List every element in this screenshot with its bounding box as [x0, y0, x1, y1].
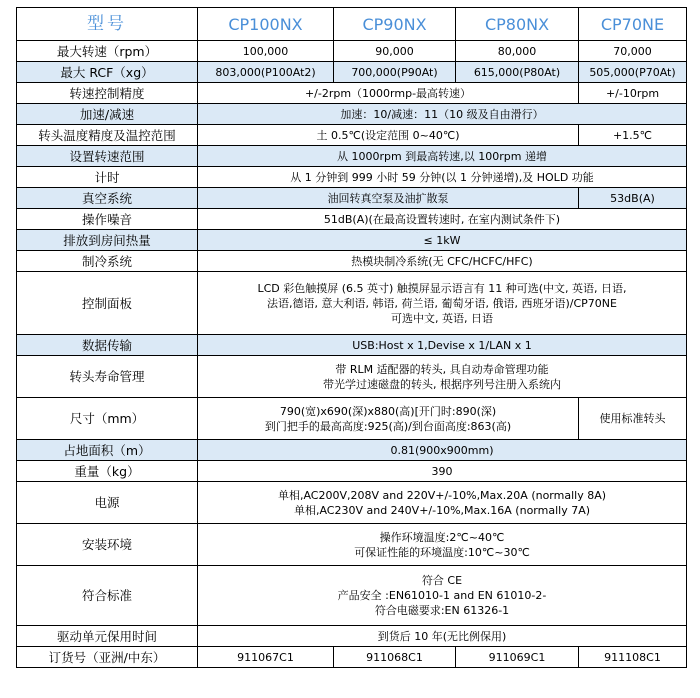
row-label: 操作噪音 — [17, 209, 198, 230]
cell-value: +/-10rpm — [579, 83, 687, 104]
cell-value: 911067C1 — [198, 647, 334, 668]
row-temp — [17, 125, 687, 146]
cell-value: 从 1000rpm 到最高转速,以 100rpm 递增 — [198, 146, 687, 167]
row-label: 转头寿命管理 — [17, 356, 198, 398]
cell-value: 0.81(900x900mm) — [198, 440, 687, 461]
text-line: 产品安全 :EN61010-1 and EN 61010-2- — [337, 589, 547, 602]
row-label: 转头温度精度及温控范围 — [17, 125, 198, 146]
cell-value — [198, 272, 687, 335]
text-line: 符合电磁要求:EN 61326-1 — [374, 604, 510, 617]
cell-value: 90,000 — [334, 41, 456, 62]
row-set-speed — [17, 146, 687, 167]
cell-value: 911068C1 — [334, 647, 456, 668]
row-label: 转速控制精度 — [17, 83, 198, 104]
row-label: 驱动单元保用时间 — [17, 626, 198, 647]
row-label: 最大转速（rpm） — [17, 41, 198, 62]
row-weight — [17, 461, 687, 482]
header-row — [17, 8, 687, 41]
row-standards — [17, 566, 687, 626]
model-name: CP90NX — [334, 8, 456, 41]
row-cooling — [17, 251, 687, 272]
cell-value: 700,000(P90At) — [334, 62, 456, 83]
text-line: 到门把手的最高高度:925(高)/到台面高度:863(高) — [264, 419, 512, 433]
cell-value: 热模块制冷系统(无 CFC/HCFC/HFC) — [198, 251, 687, 272]
model-name: CP70NE — [579, 8, 687, 41]
row-power — [17, 482, 687, 524]
text-line: 可保证性能的环境温度:10℃~30℃ — [354, 545, 530, 559]
text-line: 符合 CE — [421, 574, 463, 587]
row-accel — [17, 104, 687, 125]
row-label: 加速/减速 — [17, 104, 198, 125]
cell-value — [198, 524, 687, 566]
row-label: 数据传输 — [17, 335, 198, 356]
row-warranty — [17, 626, 687, 647]
cell-value: 51dB(A)(在最高设置转速时, 在室内测试条件下) — [198, 209, 687, 230]
cell-value: 使用标准转头 — [579, 398, 687, 440]
row-label: 尺寸（mm） — [17, 398, 198, 440]
cell-value — [198, 482, 687, 524]
text-line: 可选中文, 英语, 日语 — [391, 311, 493, 325]
row-speed-precision — [17, 83, 687, 104]
row-heat — [17, 230, 687, 251]
cell-value: USB:Host x 1,Devise x 1/LAN x 1 — [198, 335, 687, 356]
cell-value: +/-2rpm（1000rmp-最高转速） — [198, 83, 579, 104]
text-line: 单相,AC230V and 240V+/-10%,Max.16A (normally 7A) — [293, 503, 591, 517]
cell-value: 100,000 — [198, 41, 334, 62]
text-line: LCD 彩色触摸屏 (6.5 英寸) 触摸屏显示语言有 11 种可选(中文, 英语, 日语, — [257, 281, 627, 295]
row-order — [17, 647, 687, 668]
model-label: 型号 — [17, 8, 198, 41]
cell-value: 911108C1 — [579, 647, 687, 668]
cell-value: 油回转真空泵及油扩散泵 — [198, 188, 579, 209]
cell-value: 911069C1 — [456, 647, 579, 668]
row-vacuum — [17, 188, 687, 209]
model-name: CP80NX — [456, 8, 579, 41]
row-max-rcf — [17, 62, 687, 83]
text-line: 操作环境温度:2℃~40℃ — [379, 530, 505, 544]
text-line: 带光学过速磁盘的转头, 根据序列号注册入系统内 — [323, 377, 561, 391]
cell-value: 加速：10/减速：11（10 级及自由滑行） — [198, 104, 687, 125]
row-label: 控制面板 — [17, 272, 198, 335]
row-life — [17, 356, 687, 398]
cell-value: 803,000(P100At2) — [198, 62, 334, 83]
row-label: 计时 — [17, 167, 198, 188]
row-data — [17, 335, 687, 356]
row-label: 制冷系统 — [17, 251, 198, 272]
row-label: 安装环境 — [17, 524, 198, 566]
cell-value — [198, 356, 687, 398]
text-line: 带 RLM 适配器的转头, 具自动寿命管理功能 — [335, 362, 549, 376]
cell-value: 土 0.5℃(设定范围 0~40℃) — [198, 125, 579, 146]
row-label: 符合标准 — [17, 566, 198, 626]
row-size — [17, 398, 687, 440]
row-label: 设置转速范围 — [17, 146, 198, 167]
cell-value: 70,000 — [579, 41, 687, 62]
cell-value — [198, 566, 687, 626]
cell-value — [198, 398, 579, 440]
row-label: 最大 RCF（xg） — [17, 62, 198, 83]
cell-value: 从 1 分钟到 999 小时 59 分钟(以 1 分钟递增),及 HOLD 功能 — [198, 167, 687, 188]
model-name: CP100NX — [198, 8, 334, 41]
cell-value: +1.5℃ — [579, 125, 687, 146]
cell-value: 390 — [198, 461, 687, 482]
row-noise — [17, 209, 687, 230]
row-max-speed — [17, 41, 687, 62]
cell-value: 到货后 10 年(无比例保用) — [198, 626, 687, 647]
row-label: 重量（kg） — [17, 461, 198, 482]
row-install — [17, 524, 687, 566]
row-label: 订货号（亚洲/中东） — [17, 647, 198, 668]
row-timer — [17, 167, 687, 188]
row-panel — [17, 272, 687, 335]
row-label: 排放到房间热量 — [17, 230, 198, 251]
cell-value: 53dB(A) — [579, 188, 687, 209]
cell-value: ≤ 1kW — [198, 230, 687, 251]
text-line: 法语,德语, 意大利语, 韩语, 荷兰语, 葡萄牙语, 俄语, 西班牙语)/CP70NE — [267, 296, 617, 310]
text-line: 790(宽)x690(深)x880(高)[开门时:890(深) — [279, 404, 497, 418]
row-label: 占地面积（m） — [17, 440, 198, 461]
cell-value: 615,000(P80At) — [456, 62, 579, 83]
spec-table — [16, 7, 687, 668]
cell-value: 80,000 — [456, 41, 579, 62]
row-footprint — [17, 440, 687, 461]
cell-value: 505,000(P70At) — [579, 62, 687, 83]
text-line: 单相,AC200V,208V and 220V+/-10%,Max.20A (normally 8A) — [277, 488, 607, 502]
row-label: 真空系统 — [17, 188, 198, 209]
row-label: 电源 — [17, 482, 198, 524]
